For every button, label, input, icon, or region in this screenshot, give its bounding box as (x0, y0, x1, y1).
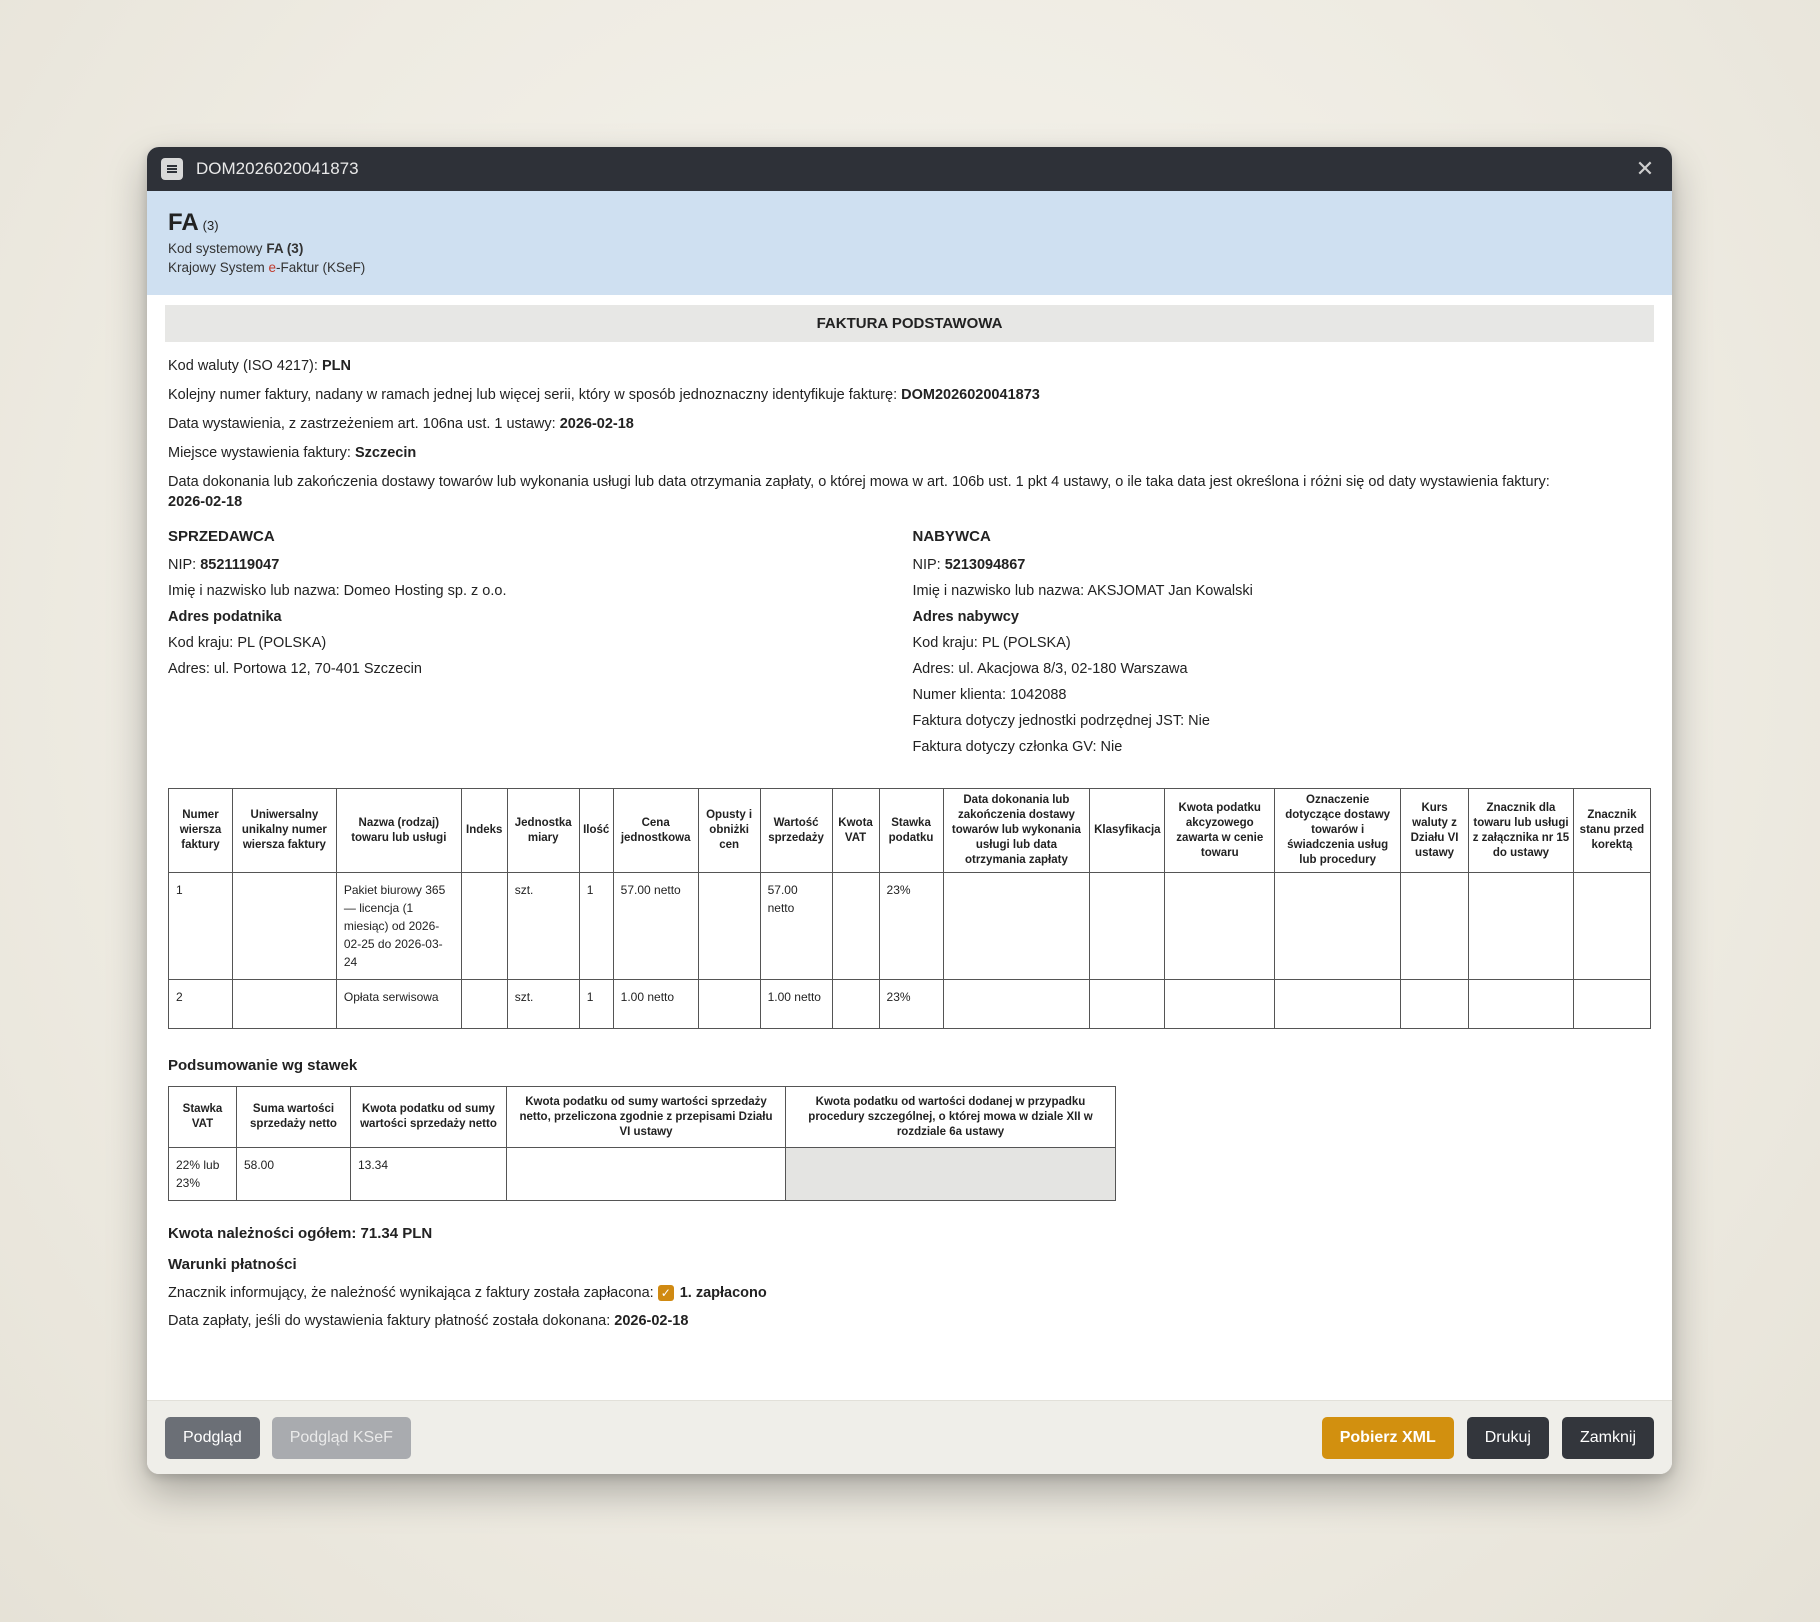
summary-header-row (169, 1087, 1116, 1148)
items-header-cell: Znacznik stanu przed korektą (1573, 789, 1650, 873)
summary-header-cell: Stawka VAT (169, 1087, 237, 1148)
table-cell (1573, 873, 1650, 980)
table-cell (1573, 980, 1650, 1029)
table-cell (943, 873, 1090, 980)
paid-date-value: 2026-02-18 (614, 1313, 689, 1329)
table-cell: 1 (579, 873, 613, 980)
items-header-row (169, 789, 1651, 873)
currency-value: PLN (321, 358, 351, 374)
items-header-cell: Indeks (461, 789, 507, 873)
schema-code: FA (168, 209, 199, 236)
system-name-e: e (268, 260, 277, 275)
buyer-address-heading: Adres nabywcy (912, 609, 1019, 625)
table-cell: 22% lub 23% (169, 1148, 237, 1201)
seller-nip-label: NIP: (168, 557, 197, 573)
table-cell (943, 980, 1090, 1029)
summary-table (168, 1086, 1116, 1201)
items-header-cell: Data dokonania lub zakończenia dostawy towarów lub wykonania usługi lub data otrzymania zapłaty (943, 789, 1090, 873)
table-cell (698, 873, 760, 980)
buyer-nip (913, 557, 1655, 573)
table-cell (1165, 873, 1275, 980)
table-cell (461, 980, 507, 1029)
close-button[interactable]: Zamknij (1562, 1417, 1654, 1459)
number-line (168, 385, 1654, 405)
schema-name (168, 209, 1651, 237)
schema-variant: (3) (202, 218, 219, 233)
table-cell (1469, 980, 1574, 1029)
delivery-date-label: Data dokonania lub zakończenia dostawy towarów lub wykonania usługi lub data otrzymania zapłaty, o której mowa w art. 106b ust. 1 pkt 4 ustawy, o ile taka data jest określona i różni się od daty wystawienia faktury: (168, 474, 1550, 490)
paid-date-label: Data zapłaty, jeśli do wystawienia faktury płatność została dokonana: (168, 1313, 611, 1329)
number-value: DOM2026020041873 (901, 387, 1040, 403)
system-name (168, 260, 1651, 275)
dialog-footer (147, 1400, 1672, 1474)
table-cell (1090, 873, 1165, 980)
delivery-date-line (168, 472, 1654, 512)
table-cell: 23% (879, 873, 943, 980)
buyer-nip-label: NIP: (912, 557, 941, 573)
items-header-cell: Wartość sprzedaży (760, 789, 832, 873)
items-header-cell: Ilość (579, 789, 613, 873)
table-cell: 1 (169, 873, 233, 980)
seller-name: Imię i nazwisko lub nazwa: Domeo Hosting sp. z o.o. (168, 583, 507, 599)
table-cell (1090, 980, 1165, 1029)
buyer-country: Kod kraju: PL (POLSKA) (912, 635, 1071, 651)
items-header-cell: Jednostka miary (507, 789, 579, 873)
seller-address-heading: Adres podatnika (168, 609, 282, 625)
table-cell (1275, 873, 1401, 980)
table-row (169, 1148, 1116, 1201)
close-icon[interactable]: ✕ (1635, 156, 1655, 181)
items-header-cell: Kwota VAT (832, 789, 879, 873)
table-cell: 57.00 netto (613, 873, 698, 980)
buyer-gv: Faktura dotyczy członka GV: Nie (912, 739, 1123, 755)
items-header-cell: Klasyfikacja (1090, 789, 1165, 873)
table-cell: 1 (579, 980, 613, 1029)
system-code-label: Kod systemowy (168, 241, 263, 256)
buyer-heading: NABYWCA (912, 528, 991, 545)
preview-button[interactable]: Podgląd (165, 1417, 260, 1459)
items-header-cell: Znacznik dla towaru lub usługi z załącznika nr 15 do ustawy (1469, 789, 1574, 873)
summary-header-cell: Kwota podatku od sumy wartości sprzedaży netto (351, 1087, 507, 1148)
seller-block (165, 528, 910, 765)
table-cell (1401, 980, 1469, 1029)
system-code (168, 241, 1651, 256)
table-cell (1469, 873, 1574, 980)
place-label: Miejsce wystawienia faktury: (168, 445, 351, 461)
table-cell (698, 980, 760, 1029)
buyer-block (910, 528, 1655, 765)
seller-heading: SPRZEDAWCA (168, 528, 275, 545)
paid-flag-value: 1. zapłacono (679, 1285, 767, 1301)
table-cell: 1.00 netto (760, 980, 832, 1029)
table-cell (232, 873, 336, 980)
system-name-pre: Krajowy System (168, 260, 269, 275)
buyer-nip-value: 5213094867 (944, 557, 1026, 573)
buyer-jst: Faktura dotyczy jednostki podrzędnej JST: Nie (912, 713, 1210, 729)
invoice-content (147, 295, 1672, 1355)
items-header-cell: Uniwersalny unikalny numer wiersza faktury (232, 789, 336, 873)
titlebar (147, 147, 1672, 191)
table-cell: szt. (507, 980, 579, 1029)
issue-date-value: 2026-02-18 (559, 416, 634, 432)
summary-header-cell: Kwota podatku od wartości dodanej w przypadku procedury szczególnej, o której mowa w dziale XII w rozdziale 6a ustawy (786, 1087, 1116, 1148)
table-cell: Opłata serwisowa (336, 980, 461, 1029)
buyer-client-number: Numer klienta: 1042088 (912, 687, 1067, 703)
table-cell: 2 (169, 980, 233, 1029)
paid-date-line (168, 1313, 1654, 1329)
table-cell: 57.00 netto (760, 873, 832, 980)
currency-label: Kod waluty (ISO 4217): (168, 358, 318, 374)
section-title: FAKTURA PODSTAWOWA (165, 305, 1654, 342)
seller-nip (168, 557, 910, 573)
seller-nip-value: 8521119047 (200, 557, 280, 573)
number-label: Kolejny numer faktury, nadany w ramach jednej lub więcej serii, który w sposób jednoznaczny identyfikuje fakturę: (168, 387, 898, 403)
items-header-cell: Kurs waluty z Działu VI ustawy (1401, 789, 1469, 873)
summary-header-cell: Kwota podatku od sumy wartości sprzedaży netto, przeliczona zgodnie z przepisami Działu VI ustawy (507, 1087, 786, 1148)
issue-date-label: Data wystawienia, z zastrzeżeniem art. 106na ust. 1 ustawy: (168, 416, 556, 432)
table-cell (1275, 980, 1401, 1029)
table-cell (786, 1148, 1116, 1201)
table-row (169, 980, 1651, 1029)
summary-header-cell: Suma wartości sprzedaży netto (237, 1087, 351, 1148)
system-code-value: FA (3) (266, 241, 304, 256)
table-row (169, 873, 1651, 980)
table-cell (507, 1148, 786, 1201)
items-header-cell: Numer wiersza faktury (169, 789, 233, 873)
items-header-cell: Opusty i obniżki cen (698, 789, 760, 873)
place-value: Szczecin (354, 445, 417, 461)
table-cell: 23% (879, 980, 943, 1029)
items-header-cell: Cena jednostkowa (613, 789, 698, 873)
total-amount: Kwota należności ogółem: 71.34 PLN (168, 1225, 433, 1242)
preview-ksef-button[interactable]: Podgląd KSeF (272, 1417, 411, 1459)
table-cell: 1.00 netto (613, 980, 698, 1029)
window-title: DOM2026020041873 (196, 159, 359, 178)
download-xml-button[interactable]: Pobierz XML (1322, 1417, 1454, 1459)
document-icon (161, 158, 183, 180)
place-line (168, 443, 1654, 463)
buyer-address: Adres: ul. Akacjowa 8/3, 02-180 Warszawa (912, 661, 1188, 677)
table-cell (1165, 980, 1275, 1029)
items-table (168, 788, 1651, 1029)
print-button[interactable]: Drukuj (1467, 1417, 1549, 1459)
table-cell: 58.00 (237, 1148, 351, 1201)
items-header-cell: Oznaczenie dotyczące dostawy towarów i świadczenia usług lub procedury (1275, 789, 1401, 873)
buyer-name: Imię i nazwisko lub nazwa: AKSJOMAT Jan Kowalski (912, 583, 1253, 599)
table-cell (461, 873, 507, 980)
table-cell: 13.34 (351, 1148, 507, 1201)
issue-date-line (168, 414, 1654, 434)
checkmark-icon: ✓ (658, 1285, 674, 1301)
table-cell (832, 873, 879, 980)
paid-flag-label: Znacznik informujący, że należność wynikająca z faktury została zapłacona: (168, 1285, 654, 1301)
delivery-date-value: 2026-02-18 (168, 494, 243, 510)
items-header-cell: Stawka podatku (879, 789, 943, 873)
invoice-dialog (147, 147, 1672, 1474)
payment-title: Warunki płatności (168, 1256, 297, 1273)
table-cell (1401, 873, 1469, 980)
table-cell: Pakiet biurowy 365 — licencja (1 miesiąc) od 2026-02-25 do 2026-03-24 (336, 873, 461, 980)
summary-title: Podsumowanie wg stawek (168, 1057, 358, 1074)
items-header-cell: Kwota podatku akcyzowego zawarta w cenie towaru (1165, 789, 1275, 873)
seller-address: Adres: ul. Portowa 12, 70-401 Szczecin (168, 661, 422, 677)
system-name-post: -Faktur (KSeF) (276, 260, 366, 275)
currency-line (168, 356, 1654, 376)
table-cell (832, 980, 879, 1029)
table-cell: szt. (507, 873, 579, 980)
document-header (147, 191, 1672, 295)
seller-country: Kod kraju: PL (POLSKA) (168, 635, 327, 651)
paid-flag-line (168, 1285, 1654, 1301)
table-cell (232, 980, 336, 1029)
invoice-info (168, 356, 1654, 512)
items-header-cell: Nazwa (rodzaj) towaru lub usługi (336, 789, 461, 873)
parties (165, 528, 1654, 765)
